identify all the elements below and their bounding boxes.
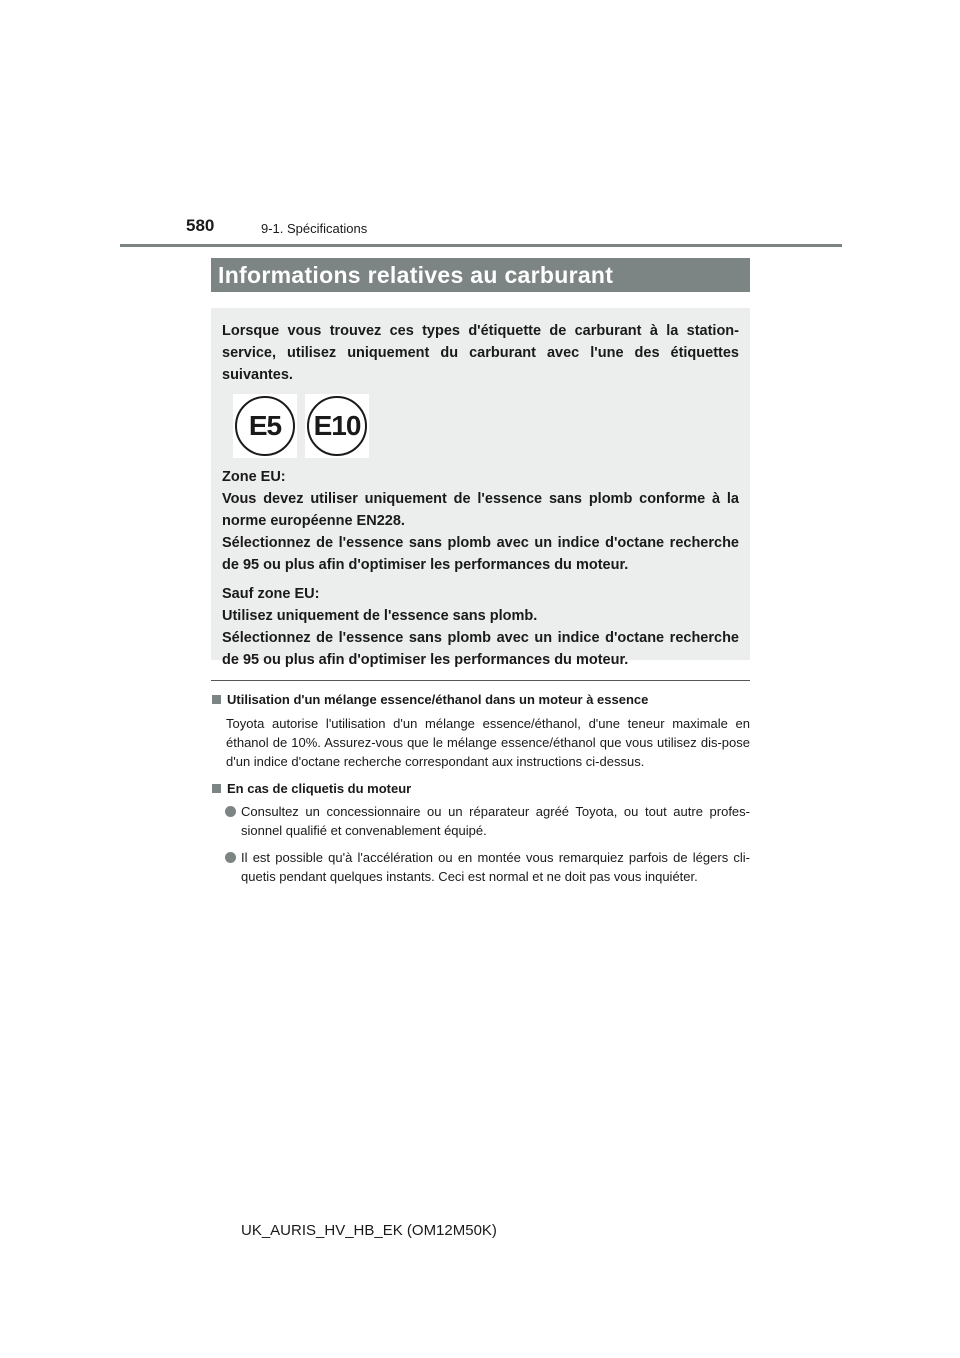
footer-document-code: UK_AURIS_HV_HB_EK (OM12M50K) xyxy=(241,1222,497,1239)
square-bullet-icon xyxy=(212,784,221,793)
square-bullet-icon xyxy=(212,695,221,704)
list-item-text: Consultez un concessionnaire ou un réparateur agréé Toyota, ou tout autre profes-sionnel qualifié et convenablement équipé. xyxy=(241,804,750,838)
list-item-text: Il est possible qu'à l'accélération ou en montée vous remarquiez parfois de légers cli-quetis pendant quelques instants. Ceci est normal et ne doit pas vous inquiéter. xyxy=(241,850,750,884)
note-heading-ethanol-text: Utilisation d'un mélange essence/éthanol dans un moteur à essence xyxy=(227,692,649,707)
fuel-info-box xyxy=(211,308,750,668)
page-number: 580 xyxy=(186,216,215,235)
fuel-labels xyxy=(233,394,739,458)
fuel-label-e5-text: E5 xyxy=(235,396,295,456)
list-item xyxy=(225,802,750,840)
note-text-ethanol: Toyota autorise l'utilisation d'un mélange essence/éthanol, d'une teneur maximale en éthanol de 10%. Assurez-vous que le mélange essence/éthanol que vous utilisez dis-pose d'un indice d'octane recherche correspondant aux instructions ci-dessus. xyxy=(226,716,750,769)
eu-zone-text-2: Sélectionnez de l'essence sans plomb avec un indice d'octane recherche de 95 ou plus afin d'optimiser les performances du moteur. xyxy=(222,535,739,573)
fuel-label-e10 xyxy=(305,394,369,458)
page-title: Informations relatives au carburant xyxy=(211,258,750,292)
note-heading-ethanol xyxy=(211,690,750,709)
fuel-intro-text: Lorsque vous trouvez ces types d'étiquette de carburant à la station-service, utilisez uniquement du carburant avec l'une des étiquettes suivantes. xyxy=(222,323,739,383)
non-eu-zone-text-1: Utilisez uniquement de l'essence sans plomb. xyxy=(222,608,538,624)
non-eu-zone-text-2: Sélectionnez de l'essence sans plomb avec un indice d'octane recherche de 95 ou plus afin d'optimiser les performances du moteur. xyxy=(222,630,739,668)
non-eu-zone-title: Sauf zone EU: xyxy=(222,586,320,602)
list-item xyxy=(225,848,750,886)
circle-bullet-icon xyxy=(225,806,236,817)
note-heading-knocking-text: En cas de cliquetis du moteur xyxy=(227,781,412,796)
notes-section xyxy=(211,690,750,894)
section-divider xyxy=(211,680,750,681)
header-divider xyxy=(120,244,842,247)
circle-bullet-icon xyxy=(225,852,236,863)
eu-zone-text-1: Vous devez utiliser uniquement de l'essence sans plomb conforme à la norme européenne EN228. xyxy=(222,491,739,529)
section-reference: 9-1. Spécifications xyxy=(261,221,368,236)
eu-zone-title: Zone EU: xyxy=(222,469,286,485)
fuel-label-e5 xyxy=(233,394,297,458)
note-heading-knocking xyxy=(211,779,750,798)
fuel-label-e10-text: E10 xyxy=(307,396,367,456)
